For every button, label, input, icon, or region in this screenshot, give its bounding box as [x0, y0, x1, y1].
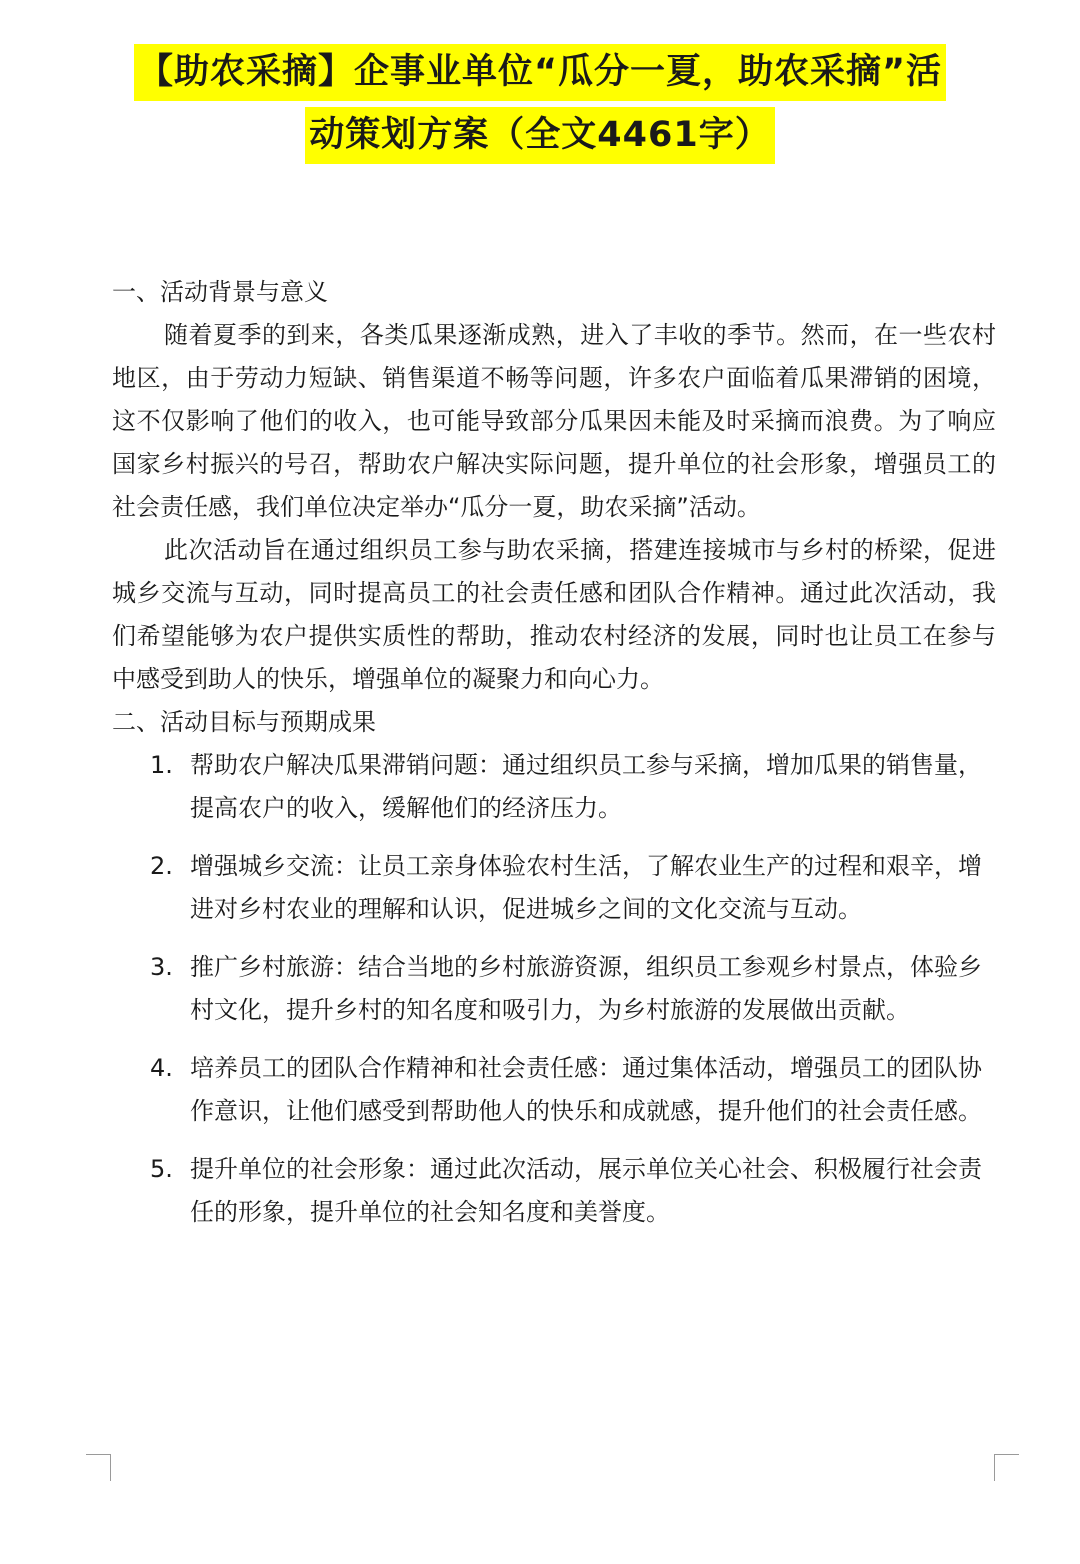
document-title: [0, 44, 1080, 164]
goals-list: [112, 744, 996, 1234]
section-heading-background: 一、活动背景与意义: [112, 278, 328, 306]
list-item: [112, 946, 996, 1032]
list-item: [112, 1047, 996, 1133]
section-heading-goals: 二、活动目标与预期成果: [112, 708, 376, 736]
title-line-2: 动策划方案（全文4461字）: [305, 107, 774, 164]
list-item-number: 1.: [150, 751, 173, 779]
list-item: [112, 845, 996, 931]
paragraph-background: 随着夏季的到来，各类瓜果逐渐成熟，进入了丰收的季节。然而，在一些农村地区，由于劳动力短缺、销售渠道不畅等问题，许多农户面临着瓜果滞销的困境，这不仅影响了他们的收入，也可能导致部分瓜果因未能及时采摘而浪费。为了响应国家乡村振兴的号召，帮助农户解决实际问题，提升单位的社会形象，增强员工的社会责任感，我们单位决定举办“瓜分一夏，助农采摘”活动。: [112, 321, 996, 521]
title-line-1: 【助农采摘】企事业单位“瓜分一夏，助农采摘”活: [134, 44, 946, 101]
list-item-number: 5.: [150, 1155, 173, 1183]
list-item-text: 提升单位的社会形象：通过此次活动，展示单位关心社会、积极履行社会责任的形象，提升单位的社会知名度和美誉度。: [190, 1155, 982, 1226]
page-margin-corner-left: [86, 1454, 111, 1481]
list-item-number: 3.: [150, 953, 173, 981]
list-item-number: 2.: [150, 852, 173, 880]
list-item: [112, 744, 996, 830]
list-item-text: 增强城乡交流：让员工亲身体验农村生活，了解农业生产的过程和艰辛，增进对乡村农业的理解和认识，促进城乡之间的文化交流与互动。: [190, 852, 982, 923]
list-item-text: 帮助农户解决瓜果滞销问题：通过组织员工参与采摘，增加瓜果的销售量，提高农户的收入，缓解他们的经济压力。: [190, 751, 982, 822]
paragraph-purpose: 此次活动旨在通过组织员工参与助农采摘，搭建连接城市与乡村的桥梁，促进城乡交流与互动，同时提高员工的社会责任感和团队合作精神。通过此次活动，我们希望能够为农户提供实质性的帮助，推动农村经济的发展，同时也让员工在参与中感受到助人的快乐，增强单位的凝聚力和向心力。: [112, 536, 996, 693]
list-item-text: 培养员工的团队合作精神和社会责任感：通过集体活动，增强员工的团队协作意识，让他们感受到帮助他人的快乐和成就感，提升他们的社会责任感。: [190, 1054, 982, 1125]
document-body: [112, 271, 996, 1249]
list-item-number: 4.: [150, 1054, 173, 1082]
page-margin-corner-right: [994, 1454, 1019, 1481]
list-item: [112, 1148, 996, 1234]
list-item-text: 推广乡村旅游：结合当地的乡村旅游资源，组织员工参观乡村景点，体验乡村文化，提升乡村的知名度和吸引力，为乡村旅游的发展做出贡献。: [190, 953, 982, 1024]
